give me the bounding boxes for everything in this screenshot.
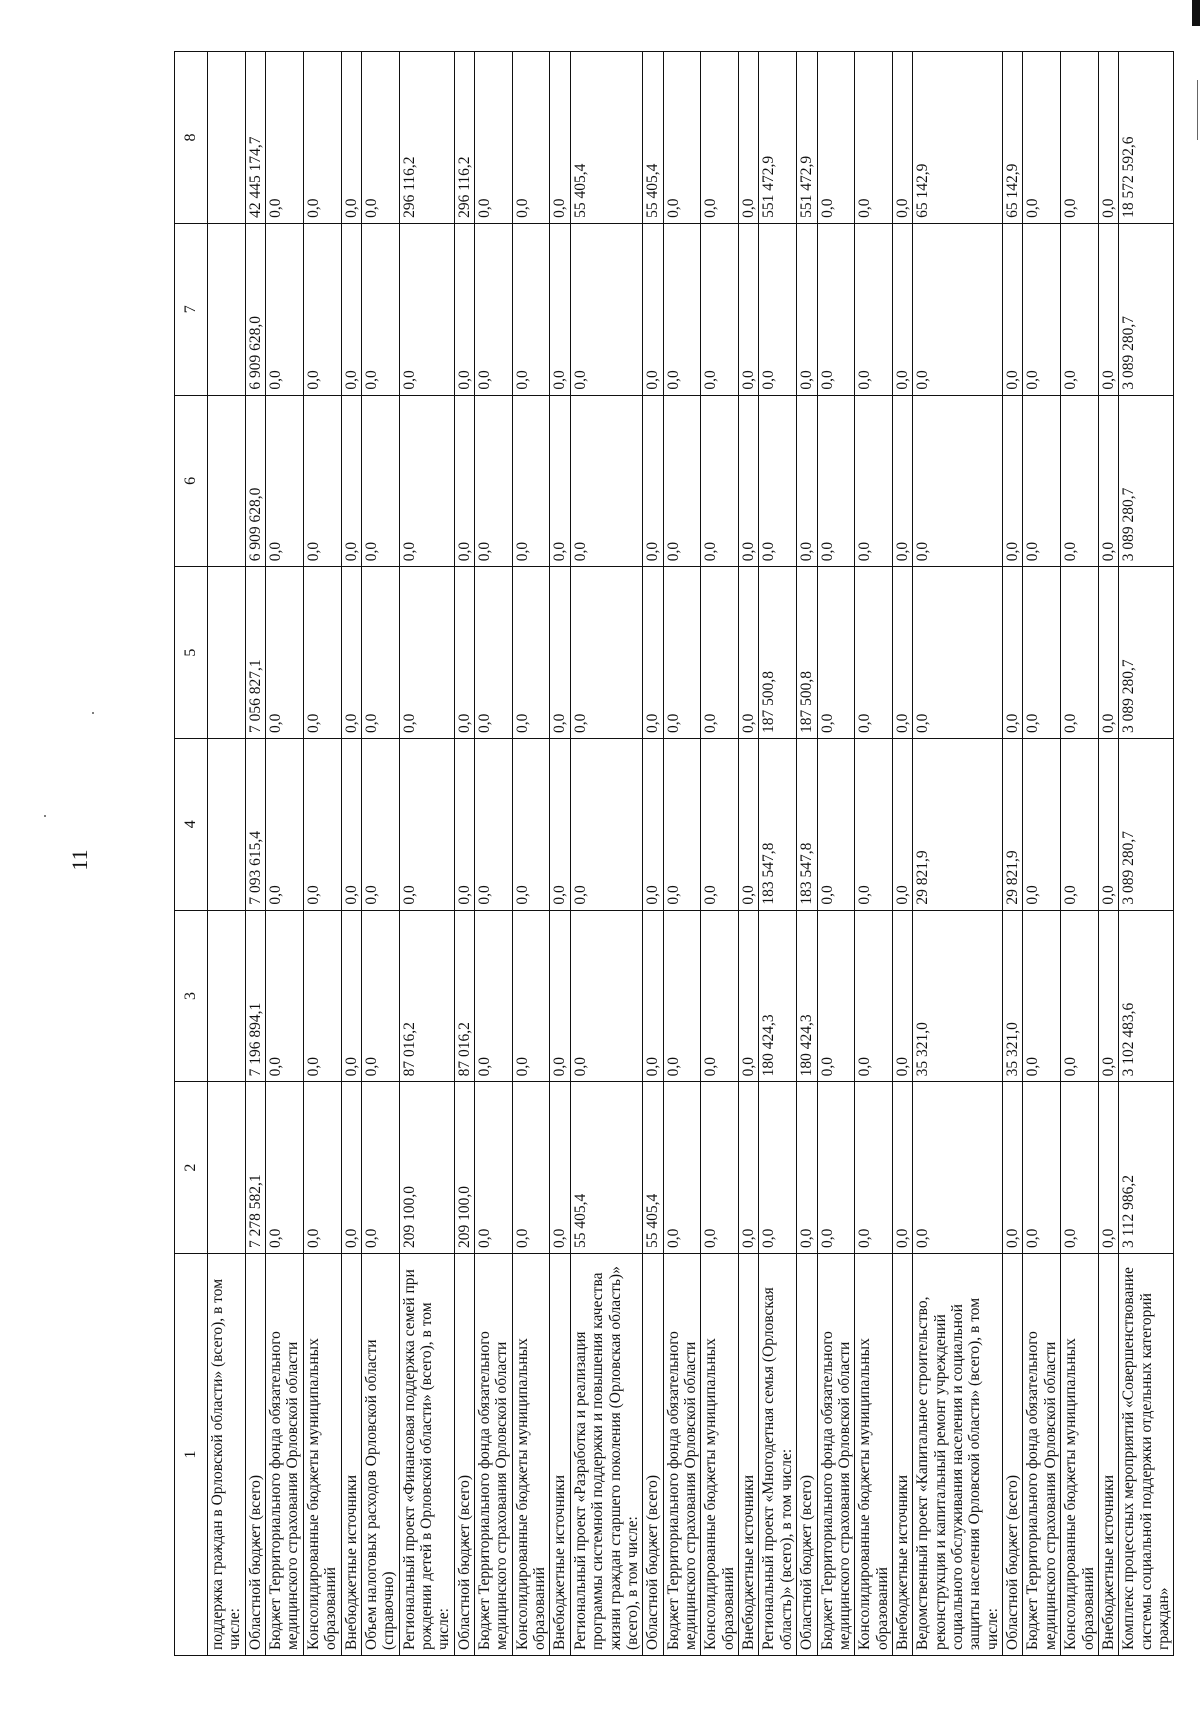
value-cell [208, 910, 246, 1082]
value-cell: 0,0 [663, 223, 701, 395]
table-row [1061, 52, 1099, 1656]
value-cell: 0,0 [341, 52, 361, 224]
value-cell: 7 196 894,1 [245, 910, 265, 1082]
table-row [303, 52, 341, 1656]
value-cell: 296 116,2 [454, 52, 474, 224]
value-cell: 0,0 [341, 567, 361, 739]
value-cell: 0,0 [570, 223, 642, 395]
value-cell: 3 089 280,7 [1119, 395, 1174, 567]
value-cell: 0,0 [512, 223, 550, 395]
value-cell: 0,0 [739, 395, 759, 567]
value-cell: 0,0 [1023, 567, 1061, 739]
value-cell: 0,0 [341, 223, 361, 395]
row-label-cell: Внебюджетные источники [892, 1254, 912, 1656]
table-row [475, 52, 513, 1656]
value-cell: 0,0 [892, 910, 912, 1082]
value-cell: 0,0 [817, 1082, 855, 1254]
row-label-cell: Внебюджетные источники [550, 1254, 570, 1656]
value-cell: 0,0 [855, 910, 893, 1082]
value-cell: 551 472,9 [759, 52, 797, 224]
table-row [701, 52, 739, 1656]
value-cell: 7 278 582,1 [245, 1082, 265, 1254]
value-cell: 0,0 [797, 395, 817, 567]
table-row [245, 52, 265, 1656]
table-row [797, 52, 817, 1656]
value-cell: 0,0 [512, 738, 550, 910]
table-row [759, 52, 797, 1656]
table-row [1023, 52, 1061, 1656]
value-cell: 0,0 [399, 738, 454, 910]
value-cell: 35 321,0 [913, 910, 1003, 1082]
value-cell: 0,0 [663, 738, 701, 910]
value-cell: 0,0 [701, 567, 739, 739]
value-cell: 0,0 [512, 910, 550, 1082]
value-cell: 3 102 483,6 [1119, 910, 1174, 1082]
value-cell: 0,0 [475, 738, 513, 910]
value-cell: 180 424,3 [797, 910, 817, 1082]
row-label-cell: Консолидированные бюджеты муниципальных образований [512, 1254, 550, 1656]
value-cell: 0,0 [892, 738, 912, 910]
value-cell: 0,0 [892, 1082, 912, 1254]
value-cell: 0,0 [512, 1082, 550, 1254]
value-cell: 0,0 [1098, 395, 1118, 567]
value-cell: 0,0 [361, 52, 399, 224]
value-cell: 0,0 [550, 223, 570, 395]
value-cell: 0,0 [550, 1082, 570, 1254]
column-header: 7 [175, 223, 208, 395]
value-cell: 0,0 [817, 738, 855, 910]
value-cell: 0,0 [512, 567, 550, 739]
value-cell: 0,0 [266, 567, 304, 739]
value-cell: 0,0 [1061, 223, 1099, 395]
scan-speck [92, 712, 94, 714]
column-header: 3 [175, 910, 208, 1082]
value-cell: 0,0 [759, 395, 797, 567]
value-cell: 296 116,2 [399, 52, 454, 224]
value-cell: 209 100,0 [454, 1082, 474, 1254]
scan-speck [44, 815, 46, 817]
table-row [1003, 52, 1023, 1656]
value-cell: 0,0 [1023, 738, 1061, 910]
value-cell: 0,0 [817, 910, 855, 1082]
row-label-cell: Региональный проект «Разработка и реализация программы системной поддержки и повышения качества жизни граждан старшего поколения (Орловская область)» (всего), в том числе: [570, 1254, 642, 1656]
value-cell [208, 1082, 246, 1254]
value-cell: 0,0 [643, 910, 663, 1082]
value-cell: 35 321,0 [1003, 910, 1023, 1082]
value-cell: 0,0 [266, 910, 304, 1082]
value-cell: 0,0 [303, 52, 341, 224]
value-cell: 0,0 [739, 52, 759, 224]
value-cell: 0,0 [701, 52, 739, 224]
value-cell: 0,0 [1098, 567, 1118, 739]
value-cell: 0,0 [570, 738, 642, 910]
value-cell: 0,0 [341, 910, 361, 1082]
value-cell: 0,0 [1023, 395, 1061, 567]
scan-edge-mark [1192, 0, 1200, 26]
value-cell: 0,0 [475, 223, 513, 395]
value-cell: 0,0 [643, 738, 663, 910]
table-row [550, 52, 570, 1656]
value-cell: 0,0 [701, 738, 739, 910]
value-cell: 29 821,9 [913, 738, 1003, 910]
table-row [570, 52, 642, 1656]
value-cell: 0,0 [739, 910, 759, 1082]
value-cell: 0,0 [739, 223, 759, 395]
value-cell: 0,0 [454, 567, 474, 739]
value-cell: 0,0 [663, 395, 701, 567]
value-cell: 42 445 174,7 [245, 52, 265, 224]
value-cell: 6 909 628,0 [245, 395, 265, 567]
column-header: 6 [175, 395, 208, 567]
value-cell: 0,0 [663, 567, 701, 739]
table-row [663, 52, 701, 1656]
value-cell: 0,0 [892, 395, 912, 567]
value-cell: 0,0 [303, 1082, 341, 1254]
value-cell: 0,0 [663, 910, 701, 1082]
value-cell: 0,0 [399, 567, 454, 739]
value-cell: 0,0 [570, 567, 642, 739]
row-label-cell: Внебюджетные источники [1098, 1254, 1118, 1656]
table-row [817, 52, 855, 1656]
value-cell: 0,0 [454, 738, 474, 910]
value-cell: 0,0 [1003, 223, 1023, 395]
value-cell: 0,0 [817, 567, 855, 739]
value-cell: 0,0 [361, 567, 399, 739]
value-cell: 0,0 [303, 738, 341, 910]
value-cell: 0,0 [759, 1082, 797, 1254]
table-row [208, 52, 246, 1656]
value-cell: 0,0 [361, 910, 399, 1082]
value-cell: 6 909 628,0 [245, 223, 265, 395]
table-row [892, 52, 912, 1656]
value-cell: 3 112 986,2 [1119, 1082, 1174, 1254]
value-cell: 0,0 [1098, 1082, 1118, 1254]
value-cell: 3 089 280,7 [1119, 567, 1174, 739]
row-label-cell: Бюджет Территориального фонда обязательного медицинского страхования Орловской области [1023, 1254, 1061, 1656]
value-cell: 0,0 [512, 395, 550, 567]
value-cell: 0,0 [759, 223, 797, 395]
row-label-cell: Консолидированные бюджеты муниципальных образований [855, 1254, 893, 1656]
value-cell: 18 572 592,6 [1119, 52, 1174, 224]
row-label-cell: Консолидированные бюджеты муниципальных образований [701, 1254, 739, 1656]
value-cell: 7 056 827,1 [245, 567, 265, 739]
value-cell: 0,0 [1023, 1082, 1061, 1254]
row-label-cell: Комплекс процессных мероприятий «Совершенствование системы социальной поддержки отдельных категорий граждан» [1119, 1254, 1174, 1656]
value-cell: 551 472,9 [797, 52, 817, 224]
value-cell: 0,0 [475, 395, 513, 567]
value-cell: 0,0 [1098, 52, 1118, 224]
row-label-cell: Региональный проект «Многодетная семья (Орловская область)» (всего), в том числе: [759, 1254, 797, 1656]
row-label-cell: Областной бюджет (всего) [454, 1254, 474, 1656]
value-cell: 0,0 [701, 910, 739, 1082]
value-cell: 0,0 [855, 223, 893, 395]
value-cell: 0,0 [817, 395, 855, 567]
value-cell: 0,0 [643, 223, 663, 395]
row-label-cell: Консолидированные бюджеты муниципальных образований [303, 1254, 341, 1656]
row-label-cell: Областной бюджет (всего) [643, 1254, 663, 1656]
row-label-cell: Ведомственный проект «Капитальное строительство, реконструкция и капитальный ремонт учреждений социального обслуживания населения и социальной защиты населения Орловской области» (всего), в том числе: [913, 1254, 1003, 1656]
value-cell: 55 405,4 [570, 1082, 642, 1254]
value-cell: 0,0 [303, 223, 341, 395]
value-cell: 187 500,8 [759, 567, 797, 739]
column-header: 5 [175, 567, 208, 739]
row-label-cell: Бюджет Территориального фонда обязательного медицинского страхования Орловской области [817, 1254, 855, 1656]
value-cell: 180 424,3 [759, 910, 797, 1082]
value-cell: 0,0 [266, 738, 304, 910]
value-cell: 0,0 [1061, 910, 1099, 1082]
value-cell: 0,0 [1023, 223, 1061, 395]
value-cell: 0,0 [361, 738, 399, 910]
budget-table [174, 51, 1174, 1656]
value-cell: 0,0 [341, 1082, 361, 1254]
table-body [208, 52, 1174, 1656]
value-cell: 0,0 [303, 395, 341, 567]
value-cell: 0,0 [913, 1082, 1003, 1254]
value-cell: 0,0 [361, 223, 399, 395]
value-cell: 0,0 [1061, 738, 1099, 910]
value-cell: 183 547,8 [759, 738, 797, 910]
value-cell: 0,0 [550, 52, 570, 224]
value-cell: 0,0 [701, 395, 739, 567]
row-label-cell: Областной бюджет (всего) [245, 1254, 265, 1656]
row-label-cell: Консолидированные бюджеты муниципальных образований [1061, 1254, 1099, 1656]
value-cell: 0,0 [739, 567, 759, 739]
value-cell: 0,0 [550, 567, 570, 739]
value-cell: 0,0 [361, 395, 399, 567]
value-cell: 0,0 [855, 1082, 893, 1254]
row-label-cell: Региональный проект «Финансовая поддержка семей при рождении детей в Орловской области» (всего), в том числе: [399, 1254, 454, 1656]
value-cell: 0,0 [855, 52, 893, 224]
value-cell: 0,0 [913, 567, 1003, 739]
value-cell: 3 089 280,7 [1119, 223, 1174, 395]
table-row [1119, 52, 1174, 1656]
value-cell: 0,0 [892, 52, 912, 224]
value-cell: 0,0 [797, 223, 817, 395]
value-cell: 0,0 [454, 395, 474, 567]
column-header: 8 [175, 52, 208, 224]
value-cell: 0,0 [475, 910, 513, 1082]
column-header: 4 [175, 738, 208, 910]
value-cell: 0,0 [361, 1082, 399, 1254]
row-label-cell: Бюджет Территориального фонда обязательного медицинского страхования Орловской области [663, 1254, 701, 1656]
table-row [913, 52, 1003, 1656]
value-cell: 87 016,2 [399, 910, 454, 1082]
value-cell [208, 567, 246, 739]
value-cell: 0,0 [454, 223, 474, 395]
value-cell: 0,0 [266, 223, 304, 395]
value-cell: 0,0 [570, 395, 642, 567]
row-label-cell: Областной бюджет (всего) [1003, 1254, 1023, 1656]
value-cell: 0,0 [817, 223, 855, 395]
scan-edge-line [1197, 80, 1198, 140]
value-cell: 0,0 [1003, 395, 1023, 567]
value-cell: 0,0 [550, 738, 570, 910]
value-cell: 55 405,4 [643, 52, 663, 224]
row-label-cell: Внебюджетные источники [739, 1254, 759, 1656]
value-cell: 0,0 [1098, 738, 1118, 910]
value-cell: 0,0 [913, 223, 1003, 395]
value-cell [208, 395, 246, 567]
value-cell: 0,0 [855, 395, 893, 567]
row-label-cell: Бюджет Территориального фонда обязательного медицинского страхования Орловской области [475, 1254, 513, 1656]
value-cell: 0,0 [1003, 567, 1023, 739]
value-cell [208, 223, 246, 395]
row-label-cell: Объем налоговых расходов Орловской области (справочно) [361, 1254, 399, 1656]
value-cell: 0,0 [550, 395, 570, 567]
page-number: 11 [67, 849, 92, 871]
table-row [855, 52, 893, 1656]
table-row [643, 52, 663, 1656]
table-row [739, 52, 759, 1656]
value-cell: 55 405,4 [570, 52, 642, 224]
value-cell: 65 142,9 [1003, 52, 1023, 224]
value-cell: 29 821,9 [1003, 738, 1023, 910]
value-cell: 0,0 [1061, 52, 1099, 224]
value-cell: 0,0 [1061, 1082, 1099, 1254]
value-cell: 0,0 [739, 1082, 759, 1254]
value-cell: 0,0 [399, 223, 454, 395]
value-cell [208, 738, 246, 910]
table-row [361, 52, 399, 1656]
row-label-cell: Внебюджетные источники [341, 1254, 361, 1656]
value-cell: 7 093 615,4 [245, 738, 265, 910]
value-cell: 0,0 [303, 567, 341, 739]
value-cell: 0,0 [739, 738, 759, 910]
value-cell: 0,0 [550, 910, 570, 1082]
value-cell: 87 016,2 [454, 910, 474, 1082]
value-cell: 0,0 [303, 910, 341, 1082]
value-cell: 0,0 [266, 1082, 304, 1254]
value-cell: 0,0 [892, 567, 912, 739]
value-cell: 0,0 [643, 567, 663, 739]
value-cell: 55 405,4 [643, 1082, 663, 1254]
value-cell: 0,0 [512, 52, 550, 224]
table-header-row [175, 52, 208, 1656]
value-cell: 0,0 [701, 223, 739, 395]
value-cell: 0,0 [913, 395, 1003, 567]
value-cell: 0,0 [475, 1082, 513, 1254]
budget-table-container [174, 52, 1172, 1656]
value-cell: 0,0 [855, 567, 893, 739]
column-header: 1 [175, 1254, 208, 1656]
value-cell: 0,0 [1098, 910, 1118, 1082]
table-row [454, 52, 474, 1656]
value-cell: 0,0 [266, 52, 304, 224]
column-header: 2 [175, 1082, 208, 1254]
value-cell: 0,0 [797, 1082, 817, 1254]
table-row [399, 52, 454, 1656]
value-cell: 0,0 [701, 1082, 739, 1254]
value-cell: 0,0 [663, 1082, 701, 1254]
value-cell: 65 142,9 [913, 52, 1003, 224]
value-cell: 0,0 [855, 738, 893, 910]
value-cell: 0,0 [341, 395, 361, 567]
value-cell: 0,0 [475, 567, 513, 739]
value-cell: 0,0 [399, 395, 454, 567]
value-cell: 0,0 [570, 910, 642, 1082]
table-row [341, 52, 361, 1656]
value-cell: 0,0 [1098, 223, 1118, 395]
table-row [1098, 52, 1118, 1656]
value-cell: 0,0 [1023, 910, 1061, 1082]
value-cell: 0,0 [817, 52, 855, 224]
row-label-cell: поддержка граждан в Орловской области» (всего), в том числе: [208, 1254, 246, 1656]
value-cell: 0,0 [892, 223, 912, 395]
value-cell: 0,0 [1061, 567, 1099, 739]
value-cell: 0,0 [1023, 52, 1061, 224]
value-cell [208, 52, 246, 224]
row-label-cell: Бюджет Территориального фонда обязательного медицинского страхования Орловской области [266, 1254, 304, 1656]
value-cell: 0,0 [341, 738, 361, 910]
value-cell: 183 547,8 [797, 738, 817, 910]
value-cell: 187 500,8 [797, 567, 817, 739]
table-row [512, 52, 550, 1656]
value-cell: 0,0 [643, 395, 663, 567]
value-cell: 0,0 [266, 395, 304, 567]
value-cell: 3 089 280,7 [1119, 738, 1174, 910]
value-cell: 0,0 [1003, 1082, 1023, 1254]
value-cell: 0,0 [1061, 395, 1099, 567]
value-cell: 209 100,0 [399, 1082, 454, 1254]
value-cell: 0,0 [475, 52, 513, 224]
row-label-cell: Областной бюджет (всего) [797, 1254, 817, 1656]
table-row [266, 52, 304, 1656]
value-cell: 0,0 [663, 52, 701, 224]
